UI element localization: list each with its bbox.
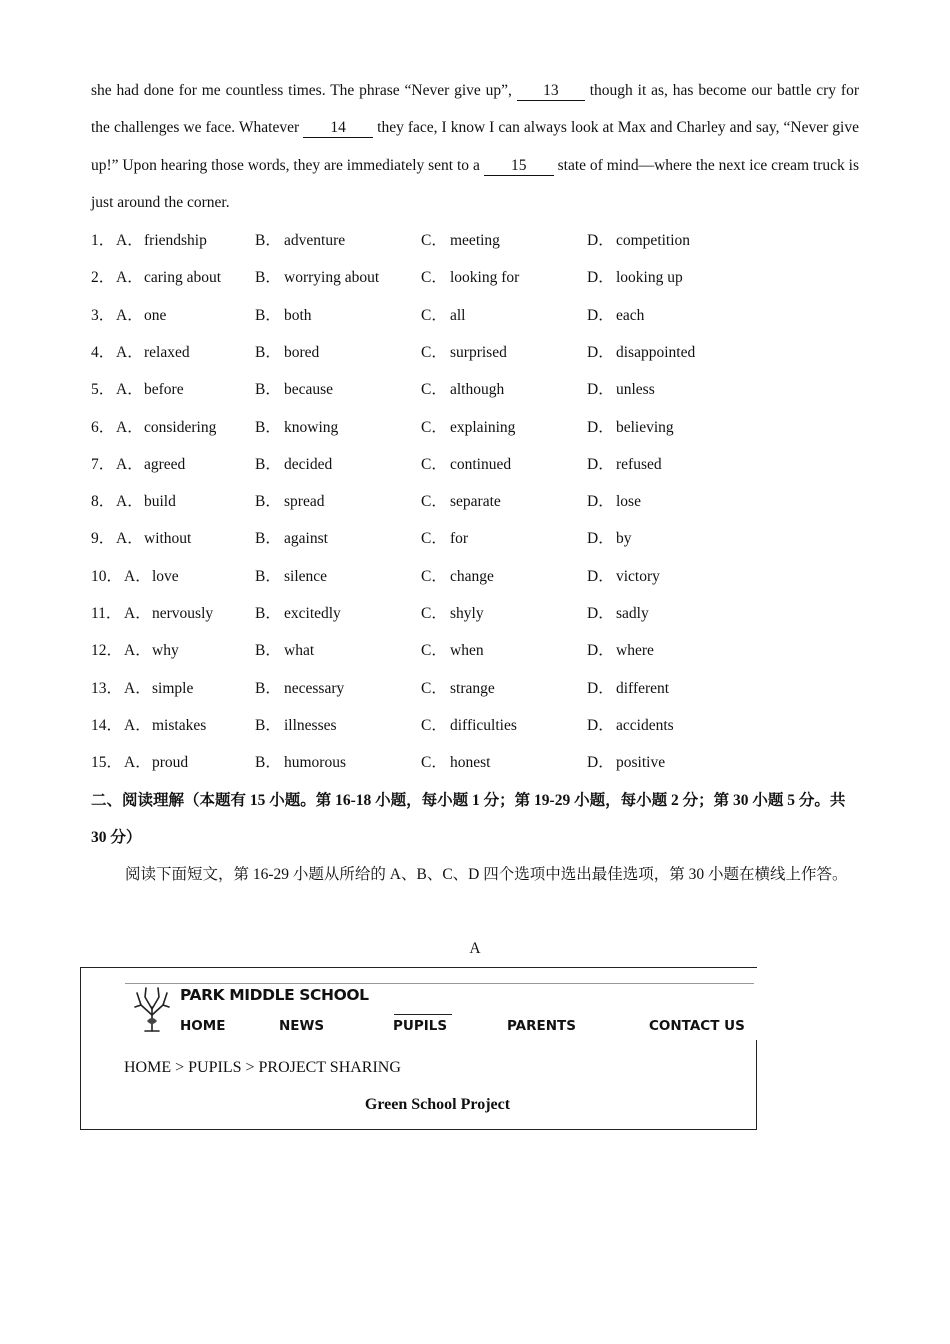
- option-letter: D．: [587, 232, 614, 249]
- cloze-passage: [91, 72, 859, 221]
- option-letter: B．: [255, 679, 281, 697]
- option-letter: D．: [587, 716, 614, 734]
- option-letter: B．: [255, 493, 281, 511]
- blank-15: 15: [484, 157, 554, 176]
- option-letter: B．: [255, 381, 281, 399]
- option-letter: A．: [124, 679, 151, 697]
- question-number: 5．: [91, 381, 115, 399]
- option-text: one: [144, 306, 167, 324]
- option-letter: C．: [421, 343, 447, 361]
- option-letter: C．: [421, 493, 447, 511]
- section-2-instruction: 阅读下面短文，第 16-29 小题从所给的 A、B、C、D 四个选项中选出最佳选项，第 30 小题在横线上作答。: [125, 866, 848, 883]
- option-letter: B．: [255, 455, 281, 473]
- passage-text-4: state of mind—where the next ice cream truck is just around the corner.: [91, 156, 859, 211]
- option-text: against: [284, 530, 328, 548]
- option-letter: A．: [116, 455, 143, 473]
- option-letter: C．: [421, 232, 447, 249]
- option-text: different: [616, 679, 670, 697]
- option-letter: D．: [587, 493, 614, 511]
- question-number: 4．: [91, 343, 115, 361]
- option-text: looking for: [450, 269, 520, 287]
- option-text: unless: [616, 381, 655, 399]
- option-text: disappointed: [616, 343, 696, 361]
- nav-pupils[interactable]: PUPILS: [393, 1018, 448, 1034]
- option-letter: C．: [421, 679, 447, 697]
- option-letter: B．: [255, 232, 281, 249]
- question-number: 2．: [91, 269, 115, 287]
- question-number: 10．: [91, 567, 123, 585]
- option-text: adventure: [284, 232, 346, 249]
- option-text: change: [450, 567, 494, 585]
- option-text: when: [450, 642, 484, 660]
- option-text: build: [144, 493, 176, 511]
- option-text: spread: [284, 493, 325, 511]
- option-letter: C．: [421, 605, 447, 622]
- option-letter: D．: [587, 754, 614, 772]
- option-letter: B．: [255, 306, 281, 324]
- option-letter: B．: [255, 754, 281, 772]
- question-number: 11．: [91, 605, 122, 622]
- blank-14: 14: [303, 119, 373, 138]
- option-letter: D．: [587, 605, 614, 622]
- option-text: victory: [616, 567, 660, 585]
- option-letter: A．: [124, 567, 151, 585]
- option-letter: C．: [421, 754, 447, 772]
- option-letter: D．: [587, 567, 614, 585]
- option-letter: D．: [587, 418, 614, 436]
- option-text: illnesses: [284, 716, 337, 734]
- frame-gap: [754, 968, 757, 1040]
- option-letter: D．: [587, 343, 614, 361]
- option-text: agreed: [144, 455, 186, 473]
- option-letter: D．: [587, 679, 614, 697]
- option-text: without: [144, 530, 192, 548]
- option-letter: C．: [421, 642, 447, 660]
- option-text: before: [144, 381, 184, 399]
- option-text: excitedly: [284, 605, 341, 622]
- option-letter: A．: [116, 381, 143, 399]
- question-number: 8．: [91, 493, 115, 511]
- option-text: necessary: [284, 679, 345, 697]
- option-letter: C．: [421, 716, 447, 734]
- nav-active-indicator: [394, 1014, 452, 1015]
- option-text: humorous: [284, 754, 346, 772]
- question-number: 13．: [91, 679, 123, 697]
- option-text: proud: [152, 754, 189, 772]
- option-text: refused: [616, 455, 662, 473]
- nav-contact-us[interactable]: CONTACT US: [649, 1018, 745, 1034]
- option-letter: B．: [255, 605, 281, 622]
- option-text: what: [284, 642, 315, 660]
- option-letter: D．: [587, 455, 614, 473]
- option-letter: B．: [255, 716, 281, 734]
- option-text: although: [450, 381, 505, 399]
- option-text: why: [152, 642, 179, 660]
- option-text: decided: [284, 455, 333, 473]
- option-letter: D．: [587, 381, 614, 399]
- nav-parents[interactable]: PARENTS: [507, 1018, 576, 1034]
- option-letter: D．: [587, 642, 614, 660]
- option-letter: D．: [587, 306, 614, 324]
- question-number: 3．: [91, 306, 115, 324]
- option-text: all: [450, 306, 466, 324]
- option-text: friendship: [144, 232, 207, 249]
- option-text: both: [284, 306, 312, 324]
- option-letter: A．: [116, 493, 143, 511]
- question-number: 9．: [91, 530, 115, 548]
- option-letter: B．: [255, 642, 281, 660]
- website-screenshot: [80, 967, 757, 1130]
- option-text: surprised: [450, 343, 507, 361]
- option-text: worrying about: [284, 269, 380, 287]
- question-number: 15．: [91, 754, 123, 772]
- option-letter: A．: [116, 269, 143, 287]
- passage-text-2: though it as, has become our battle cry for the challenges we face. Whatever: [91, 82, 859, 137]
- option-letter: B．: [255, 567, 281, 585]
- option-text: simple: [152, 679, 194, 697]
- question-number: 14．: [91, 716, 123, 734]
- header-rule: [125, 983, 757, 984]
- option-letter: A．: [116, 343, 143, 361]
- option-text: meeting: [450, 232, 500, 249]
- option-letter: C．: [421, 269, 447, 287]
- option-text: nervously: [152, 605, 214, 622]
- option-text: relaxed: [144, 343, 190, 361]
- option-text: where: [616, 642, 654, 660]
- option-text: caring about: [144, 269, 222, 287]
- option-text: love: [152, 567, 179, 585]
- option-text: for: [450, 530, 469, 548]
- option-letter: C．: [421, 306, 447, 324]
- option-letter: C．: [421, 381, 447, 399]
- option-letter: B．: [255, 343, 281, 361]
- question-number: 7．: [91, 455, 115, 473]
- option-letter: A．: [124, 754, 151, 772]
- option-letter: B．: [255, 530, 281, 548]
- breadcrumb: HOME > PUPILS > PROJECT SHARING: [124, 1059, 401, 1076]
- option-text: difficulties: [450, 716, 517, 734]
- passage-text-1: she had done for me countless times. The phrase “Never give up”,: [91, 82, 517, 99]
- option-letter: C．: [421, 418, 447, 436]
- option-text: mistakes: [152, 716, 207, 734]
- option-letter: A．: [124, 642, 151, 660]
- option-text: shyly: [450, 605, 484, 622]
- section-2-heading: 二、阅读理解（本题有 15 小题。第 16-18 小题，每小题 1 分；第 19-29 小题，每小题 2 分；第 30 小题 5 分。共 30 分）: [91, 792, 846, 847]
- question-number: 12．: [91, 642, 123, 660]
- page-title: Green School Project: [364, 1096, 511, 1113]
- option-letter: B．: [255, 269, 281, 287]
- option-text: silence: [284, 567, 328, 585]
- option-letter: C．: [421, 455, 447, 473]
- option-letter: A．: [116, 418, 143, 436]
- option-letter: A．: [116, 530, 143, 548]
- option-letter: D．: [587, 530, 614, 548]
- blank-13: 13: [517, 82, 585, 101]
- option-text: honest: [450, 754, 491, 772]
- option-letter: C．: [421, 567, 447, 585]
- option-text: knowing: [284, 418, 339, 436]
- option-text: looking up: [616, 269, 683, 287]
- option-letter: D．: [587, 269, 614, 287]
- option-text: explaining: [450, 418, 516, 436]
- option-letter: A．: [116, 232, 143, 249]
- option-text: bored: [284, 343, 320, 361]
- option-letter: C．: [421, 530, 447, 548]
- option-text: lose: [616, 493, 641, 511]
- option-text: continued: [450, 455, 512, 473]
- option-text: competition: [616, 232, 691, 249]
- nav-news[interactable]: NEWS: [279, 1018, 325, 1034]
- option-text: by: [616, 530, 632, 548]
- tree-logo-icon: [133, 985, 171, 1033]
- option-letter: B．: [255, 418, 281, 436]
- option-letter: A．: [116, 306, 143, 324]
- option-text: positive: [616, 754, 666, 772]
- option-letter: A．: [124, 716, 151, 734]
- option-text: separate: [450, 493, 501, 511]
- option-text: strange: [450, 679, 495, 697]
- passage-text-3: they face, I know I can always look at Max and Charley and say, “Never give up!” Upon hearing those words, they are immediately sent to a: [91, 119, 859, 174]
- article-label: A: [469, 940, 481, 957]
- option-letter: A．: [124, 605, 151, 622]
- option-text: accidents: [616, 716, 674, 734]
- question-number: 1．: [91, 232, 115, 249]
- nav-home[interactable]: HOME: [180, 1018, 226, 1034]
- option-text: believing: [616, 418, 674, 436]
- school-name: PARK MIDDLE SCHOOL: [180, 986, 369, 1004]
- option-text: each: [616, 306, 645, 324]
- question-number: 6．: [91, 418, 115, 436]
- option-text: sadly: [616, 605, 649, 622]
- option-text: considering: [144, 418, 217, 436]
- option-text: because: [284, 381, 334, 399]
